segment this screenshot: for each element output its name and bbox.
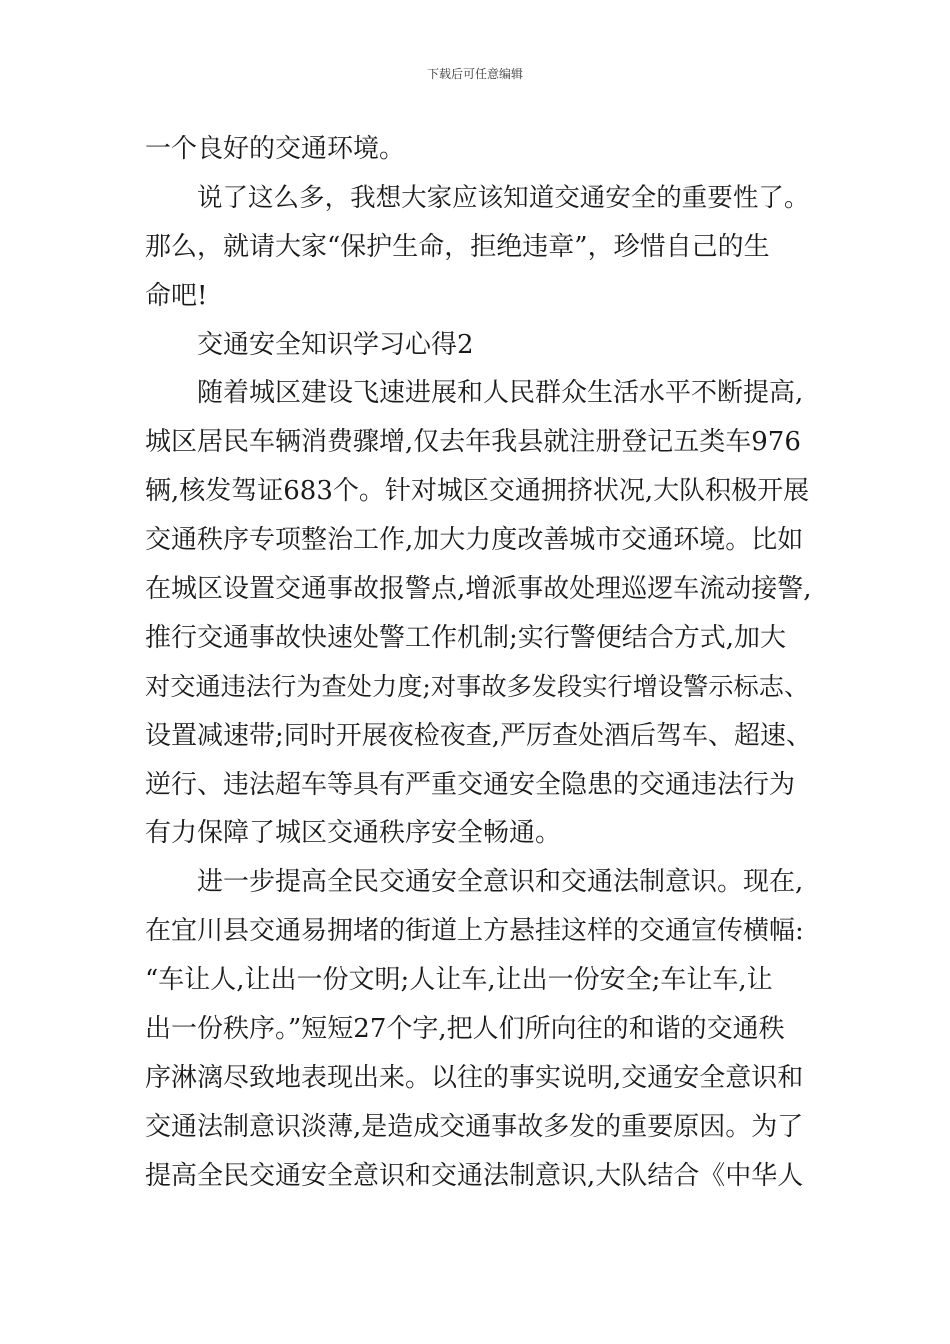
text-line: 命吧! [145, 280, 208, 311]
text-line: 出一份秩序。”短短27个字,把人们所向往的和谐的交通秩 [145, 1014, 785, 1045]
text-line: 设置减速带;同时开展夜检夜查,严厉查处酒后驾车、超速、 [145, 720, 813, 751]
document-body [145, 125, 813, 1201]
text-line: 那么，就请大家“保护生命，拒绝违章”，珍惜自己的生 [145, 231, 770, 262]
text-line: 交通秩序专项整治工作,加大力度改善城市交通环境。比如 [145, 525, 804, 556]
text-line: 对交通违法行为查处力度;对事故多发段实行增设警示标志、 [145, 671, 810, 701]
section-heading: 交通安全知识学习心得2 [197, 329, 474, 360]
paragraph-start-line: 随着城区建设飞速进展和人民群众生活水平不断提高, [197, 378, 804, 409]
page-header-note: 下载后可任意编辑 [426, 67, 523, 81]
text-line: 交通法制意识淡薄,是造成交通事故多发的重要原因。为了 [145, 1111, 804, 1142]
text-line: 辆,核发驾证683个。针对城区交通拥挤状况,大队积极开展 [145, 476, 810, 507]
text-line: 逆行、违法超车等具有严重交通安全隐患的交通违法行为 [145, 769, 796, 800]
text-line: 一个良好的交通环境。 [145, 134, 406, 164]
text-line: 提高全民交通安全意识和交通法制意识,大队结合《中华人 [145, 1160, 804, 1191]
paragraph-start-line: 说了这么多，我想大家应该知道交通安全的重要性了。 [197, 182, 810, 213]
text-line: 城区居民车辆消费骤增,仅去年我县就注册登记五类车976 [145, 427, 801, 458]
text-line: 在宜川县交通易拥堵的街道上方悬挂这样的交通宣传横幅: [145, 916, 804, 947]
paragraph-start-line: 进一步提高全民交通安全意识和交通法制意识。现在, [197, 867, 804, 898]
text-line: 序淋漓尽致地表现出来。以往的事实说明,交通安全意识和 [145, 1062, 804, 1093]
text-line: 有力保障了城区交通秩序安全畅通。 [145, 818, 562, 849]
text-line: “车让人,让出一份文明;人让车,让出一份安全;车让车,让 [145, 965, 773, 996]
text-line: 推行交通事故快速处警工作机制;实行警便结合方式,加大 [145, 622, 787, 653]
text-line: 在城区设置交通事故报警点,增派事故处理巡逻车流动接警, [145, 574, 812, 605]
